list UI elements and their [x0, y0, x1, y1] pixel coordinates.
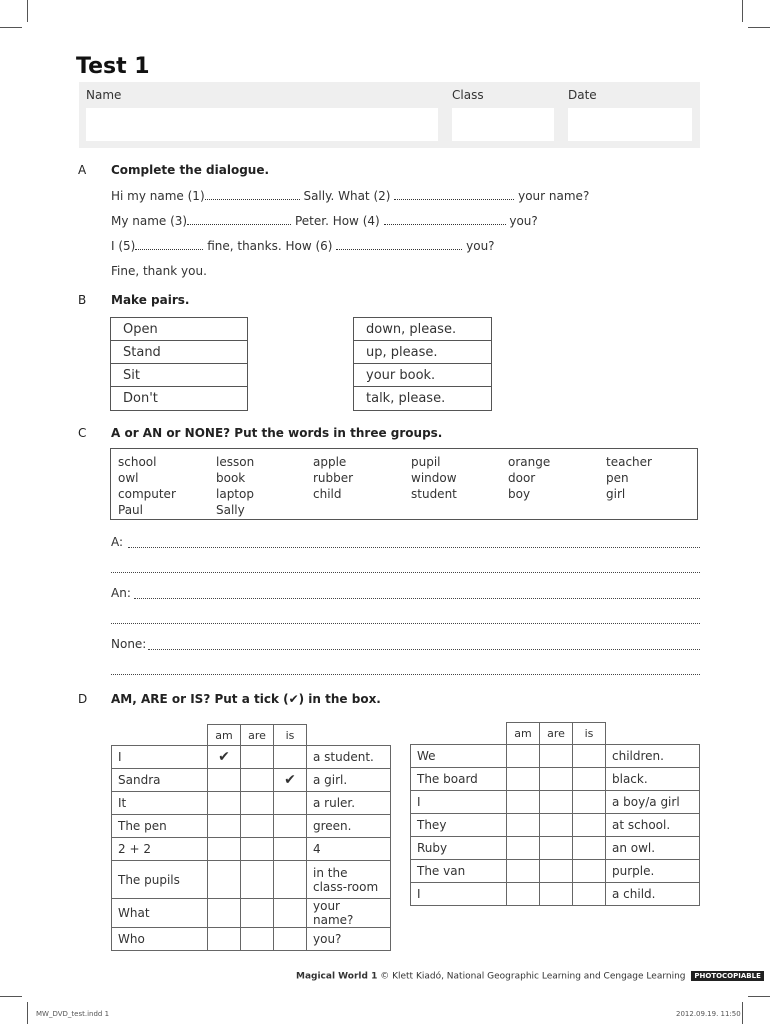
section-d-letter: D — [78, 692, 88, 706]
rest-cell: at school. — [606, 814, 700, 837]
tick-box-am[interactable] — [507, 814, 540, 837]
dialogue-line-1 — [111, 188, 589, 203]
tick-box-is[interactable] — [274, 899, 307, 928]
date-field[interactable] — [568, 108, 692, 141]
pair-right-item[interactable]: down, please. — [354, 318, 491, 341]
dialogue-text: fine, thanks. How (6) — [207, 239, 333, 253]
pair-left-item[interactable]: Open — [111, 318, 247, 341]
crop-mark — [748, 27, 770, 28]
word-item: rubber — [313, 471, 354, 485]
word-item: child — [313, 487, 342, 501]
word-item: window — [411, 471, 457, 485]
tick-box-are[interactable] — [241, 769, 274, 792]
answer-line-a[interactable] — [128, 547, 700, 548]
section-c-title: A or AN or NONE? Put the words in three groups. — [111, 426, 443, 440]
page-title: Test 1 — [76, 54, 150, 79]
rest-cell: an owl. — [606, 837, 700, 860]
subject-cell: The pupils — [112, 861, 208, 899]
tick-box-are[interactable] — [540, 791, 573, 814]
header-spacer — [307, 725, 391, 746]
word-item: orange — [508, 455, 551, 469]
tick-box-is[interactable] — [573, 768, 606, 791]
blank-field[interactable] — [205, 188, 300, 200]
tick-box-am[interactable] — [208, 815, 241, 838]
tick-box-are[interactable] — [241, 792, 274, 815]
dialogue-line-2 — [111, 213, 538, 228]
subject-cell: They — [411, 814, 507, 837]
dialogue-text: Peter. How (4) — [294, 214, 380, 228]
tick-box-are[interactable] — [540, 745, 573, 768]
subject-cell: The board — [411, 768, 507, 791]
rest-cell: a student. — [307, 746, 391, 769]
header-spacer — [411, 723, 507, 745]
tick-box-is[interactable] — [274, 746, 307, 769]
word-item: book — [216, 471, 246, 485]
table-row — [112, 838, 391, 861]
table-row — [411, 791, 700, 814]
name-field[interactable] — [86, 108, 438, 141]
tick-box-is[interactable] — [274, 815, 307, 838]
pair-right-item[interactable]: your book. — [354, 364, 491, 387]
dialogue-text: you? — [466, 239, 495, 253]
word-column — [411, 454, 457, 502]
subject-cell: 2 + 2 — [112, 838, 208, 861]
copyright-text: © Klett Kiadó, National Geographic Learning and Cengage Learning — [380, 971, 686, 982]
section-b-letter: B — [78, 293, 87, 307]
tick-box-is[interactable] — [573, 860, 606, 883]
rest-cell: black. — [606, 768, 700, 791]
word-item: school — [118, 455, 157, 469]
word-bank — [110, 448, 698, 520]
section-a-title: Complete the dialogue. — [111, 163, 270, 177]
header-spacer — [606, 723, 700, 745]
word-item: pupil — [411, 455, 441, 469]
tick-box-am[interactable] — [507, 768, 540, 791]
pairs-right-box — [353, 317, 492, 411]
word-item: student — [411, 487, 457, 501]
tick-box-are[interactable] — [241, 746, 274, 769]
subject-cell: The pen — [112, 815, 208, 838]
page-footer — [296, 971, 764, 982]
word-column — [508, 454, 550, 502]
blank-field[interactable] — [336, 238, 462, 250]
answer-line-none[interactable] — [148, 649, 700, 650]
blank-field[interactable] — [135, 238, 203, 250]
section-b-title: Make pairs. — [111, 293, 190, 307]
section-d-title: AM, ARE or IS? Put a tick (✔) in the box. — [111, 692, 381, 706]
table-row — [112, 815, 391, 838]
rest-cell: in the class-room — [307, 861, 391, 899]
crop-mark — [27, 1002, 28, 1024]
col-header-is: is — [573, 723, 606, 745]
tick-box-is[interactable]: ✔ — [274, 769, 307, 792]
tick-box-am[interactable] — [208, 861, 241, 899]
table-row — [411, 860, 700, 883]
crop-mark — [742, 0, 743, 22]
answer-line-an[interactable] — [134, 598, 700, 599]
table-row — [112, 746, 391, 769]
tick-box-is[interactable] — [573, 883, 606, 906]
rest-cell: a boy/a girl — [606, 791, 700, 814]
pair-right-item[interactable]: up, please. — [354, 341, 491, 364]
col-header-is: is — [274, 725, 307, 746]
tick-box-are[interactable] — [540, 768, 573, 791]
tick-box-are[interactable] — [241, 815, 274, 838]
pair-left-item[interactable]: Sit — [111, 364, 247, 387]
table-row — [112, 792, 391, 815]
table-row — [112, 899, 391, 928]
header-spacer — [112, 725, 208, 746]
tick-box-am[interactable] — [208, 928, 241, 951]
dialogue-text: you? — [509, 214, 538, 228]
pair-right-item[interactable]: talk, please. — [366, 391, 446, 406]
crop-mark — [0, 27, 22, 28]
answer-label-an: An: — [111, 586, 131, 600]
crop-mark — [27, 0, 28, 22]
class-field[interactable] — [452, 108, 554, 141]
rest-cell: children. — [606, 745, 700, 768]
table-row — [411, 814, 700, 837]
tick-box-am[interactable]: ✔ — [208, 746, 241, 769]
date-label: Date — [568, 88, 597, 102]
word-item: teacher — [606, 455, 652, 469]
name-label: Name — [86, 88, 122, 102]
col-header-am: am — [507, 723, 540, 745]
answer-label-none: None: — [111, 637, 147, 651]
tick-box-are[interactable] — [241, 928, 274, 951]
word-item: boy — [508, 487, 531, 501]
subject-cell: We — [411, 745, 507, 768]
tick-box-is[interactable] — [573, 745, 606, 768]
pair-left-item[interactable]: Stand — [111, 341, 247, 364]
slug-file: MW_DVD_test.indd 1 — [36, 1010, 110, 1018]
crop-mark — [742, 1002, 743, 1024]
subject-cell: Ruby — [411, 837, 507, 860]
tick-box-am[interactable] — [208, 838, 241, 861]
book-title: Magical World 1 — [296, 971, 378, 982]
rest-cell: 4 — [307, 838, 391, 861]
word-item: girl — [606, 487, 626, 501]
dialogue-text: My name (3) — [111, 214, 188, 228]
table-row — [411, 745, 700, 768]
blank-field[interactable] — [384, 213, 506, 225]
rest-cell: your name? — [307, 899, 391, 928]
subject-cell: The van — [411, 860, 507, 883]
tick-box-am[interactable] — [208, 792, 241, 815]
tick-box-is[interactable] — [274, 861, 307, 899]
word-column — [216, 454, 254, 518]
tick-box-are[interactable] — [241, 838, 274, 861]
tick-box-are[interactable] — [241, 861, 274, 899]
answer-label-a: A: — [111, 535, 124, 549]
tick-box-am[interactable] — [208, 769, 241, 792]
subject-cell: It — [112, 792, 208, 815]
word-item: computer — [118, 487, 176, 501]
tick-box-are[interactable] — [540, 837, 573, 860]
tick-box-are[interactable] — [540, 814, 573, 837]
subject-cell: I — [112, 746, 208, 769]
dialogue-line-4: Fine, thank you. — [111, 264, 207, 278]
photocopiable-badge: PHOTOCOPIABLE — [691, 971, 763, 981]
word-item: apple — [313, 455, 347, 469]
table-row — [411, 768, 700, 791]
table-row — [112, 861, 391, 899]
word-column — [313, 454, 353, 502]
rest-cell: you? — [307, 928, 391, 951]
tick-box-am[interactable] — [507, 837, 540, 860]
rest-cell: a child. — [606, 883, 700, 906]
word-item: Paul — [118, 503, 143, 517]
col-header-are: are — [540, 723, 573, 745]
tick-box-is[interactable] — [274, 838, 307, 861]
class-label: Class — [452, 88, 484, 102]
dialogue-text: Sally. What (2) — [303, 189, 391, 203]
subject-cell: Sandra — [112, 769, 208, 792]
word-item: pen — [606, 471, 629, 485]
section-c-letter: C — [78, 426, 87, 440]
tick-box-are[interactable] — [241, 899, 274, 928]
tick-box-am[interactable] — [507, 883, 540, 906]
col-header-are: are — [241, 725, 274, 746]
word-item: owl — [118, 471, 139, 485]
rest-cell: green. — [307, 815, 391, 838]
tick-box-is[interactable] — [274, 928, 307, 951]
tick-box-is[interactable] — [573, 837, 606, 860]
tick-box-is[interactable] — [274, 792, 307, 815]
tick-box-am[interactable] — [208, 899, 241, 928]
verb-table-left — [111, 724, 391, 951]
table-row — [112, 928, 391, 951]
crop-mark — [0, 996, 22, 997]
dialogue-text: Hi my name (1) — [111, 189, 205, 203]
word-item: Sally — [216, 503, 245, 517]
tick-box-am[interactable] — [507, 791, 540, 814]
word-column — [606, 454, 652, 502]
tick-box-is[interactable] — [573, 814, 606, 837]
table-row — [112, 769, 391, 792]
answer-line-an-2[interactable] — [111, 623, 700, 624]
blank-field[interactable] — [187, 213, 291, 225]
dialogue-text: I (5) — [111, 239, 136, 253]
slug-timestamp: 2012.09.19. 11:50 — [676, 1010, 741, 1018]
rest-cell: a ruler. — [307, 792, 391, 815]
rest-cell: purple. — [606, 860, 700, 883]
col-header-am: am — [208, 725, 241, 746]
verb-table-right — [410, 722, 700, 906]
blank-field[interactable] — [394, 188, 514, 200]
tick-box-are[interactable] — [540, 883, 573, 906]
section-a-letter: A — [78, 163, 87, 177]
table-row — [411, 837, 700, 860]
word-item: door — [508, 471, 536, 485]
pair-left-item[interactable]: Don't — [123, 391, 158, 406]
answer-line-none-2[interactable] — [111, 674, 700, 675]
word-item: laptop — [216, 487, 254, 501]
rest-cell: a girl. — [307, 769, 391, 792]
subject-cell: What — [112, 899, 208, 928]
dialogue-line-3 — [111, 238, 495, 253]
table-row — [411, 883, 700, 906]
subject-cell: Who — [112, 928, 208, 951]
answer-line-a-2[interactable] — [111, 572, 700, 573]
word-column — [118, 454, 176, 518]
tick-box-are[interactable] — [540, 860, 573, 883]
dialogue-text: your name? — [518, 189, 590, 203]
word-item: lesson — [216, 455, 255, 469]
crop-mark — [748, 996, 770, 997]
pairs-left-box — [110, 317, 248, 411]
subject-cell: I — [411, 791, 507, 814]
tick-box-am[interactable] — [507, 860, 540, 883]
tick-box-is[interactable] — [573, 791, 606, 814]
subject-cell: I — [411, 883, 507, 906]
tick-box-am[interactable] — [507, 745, 540, 768]
